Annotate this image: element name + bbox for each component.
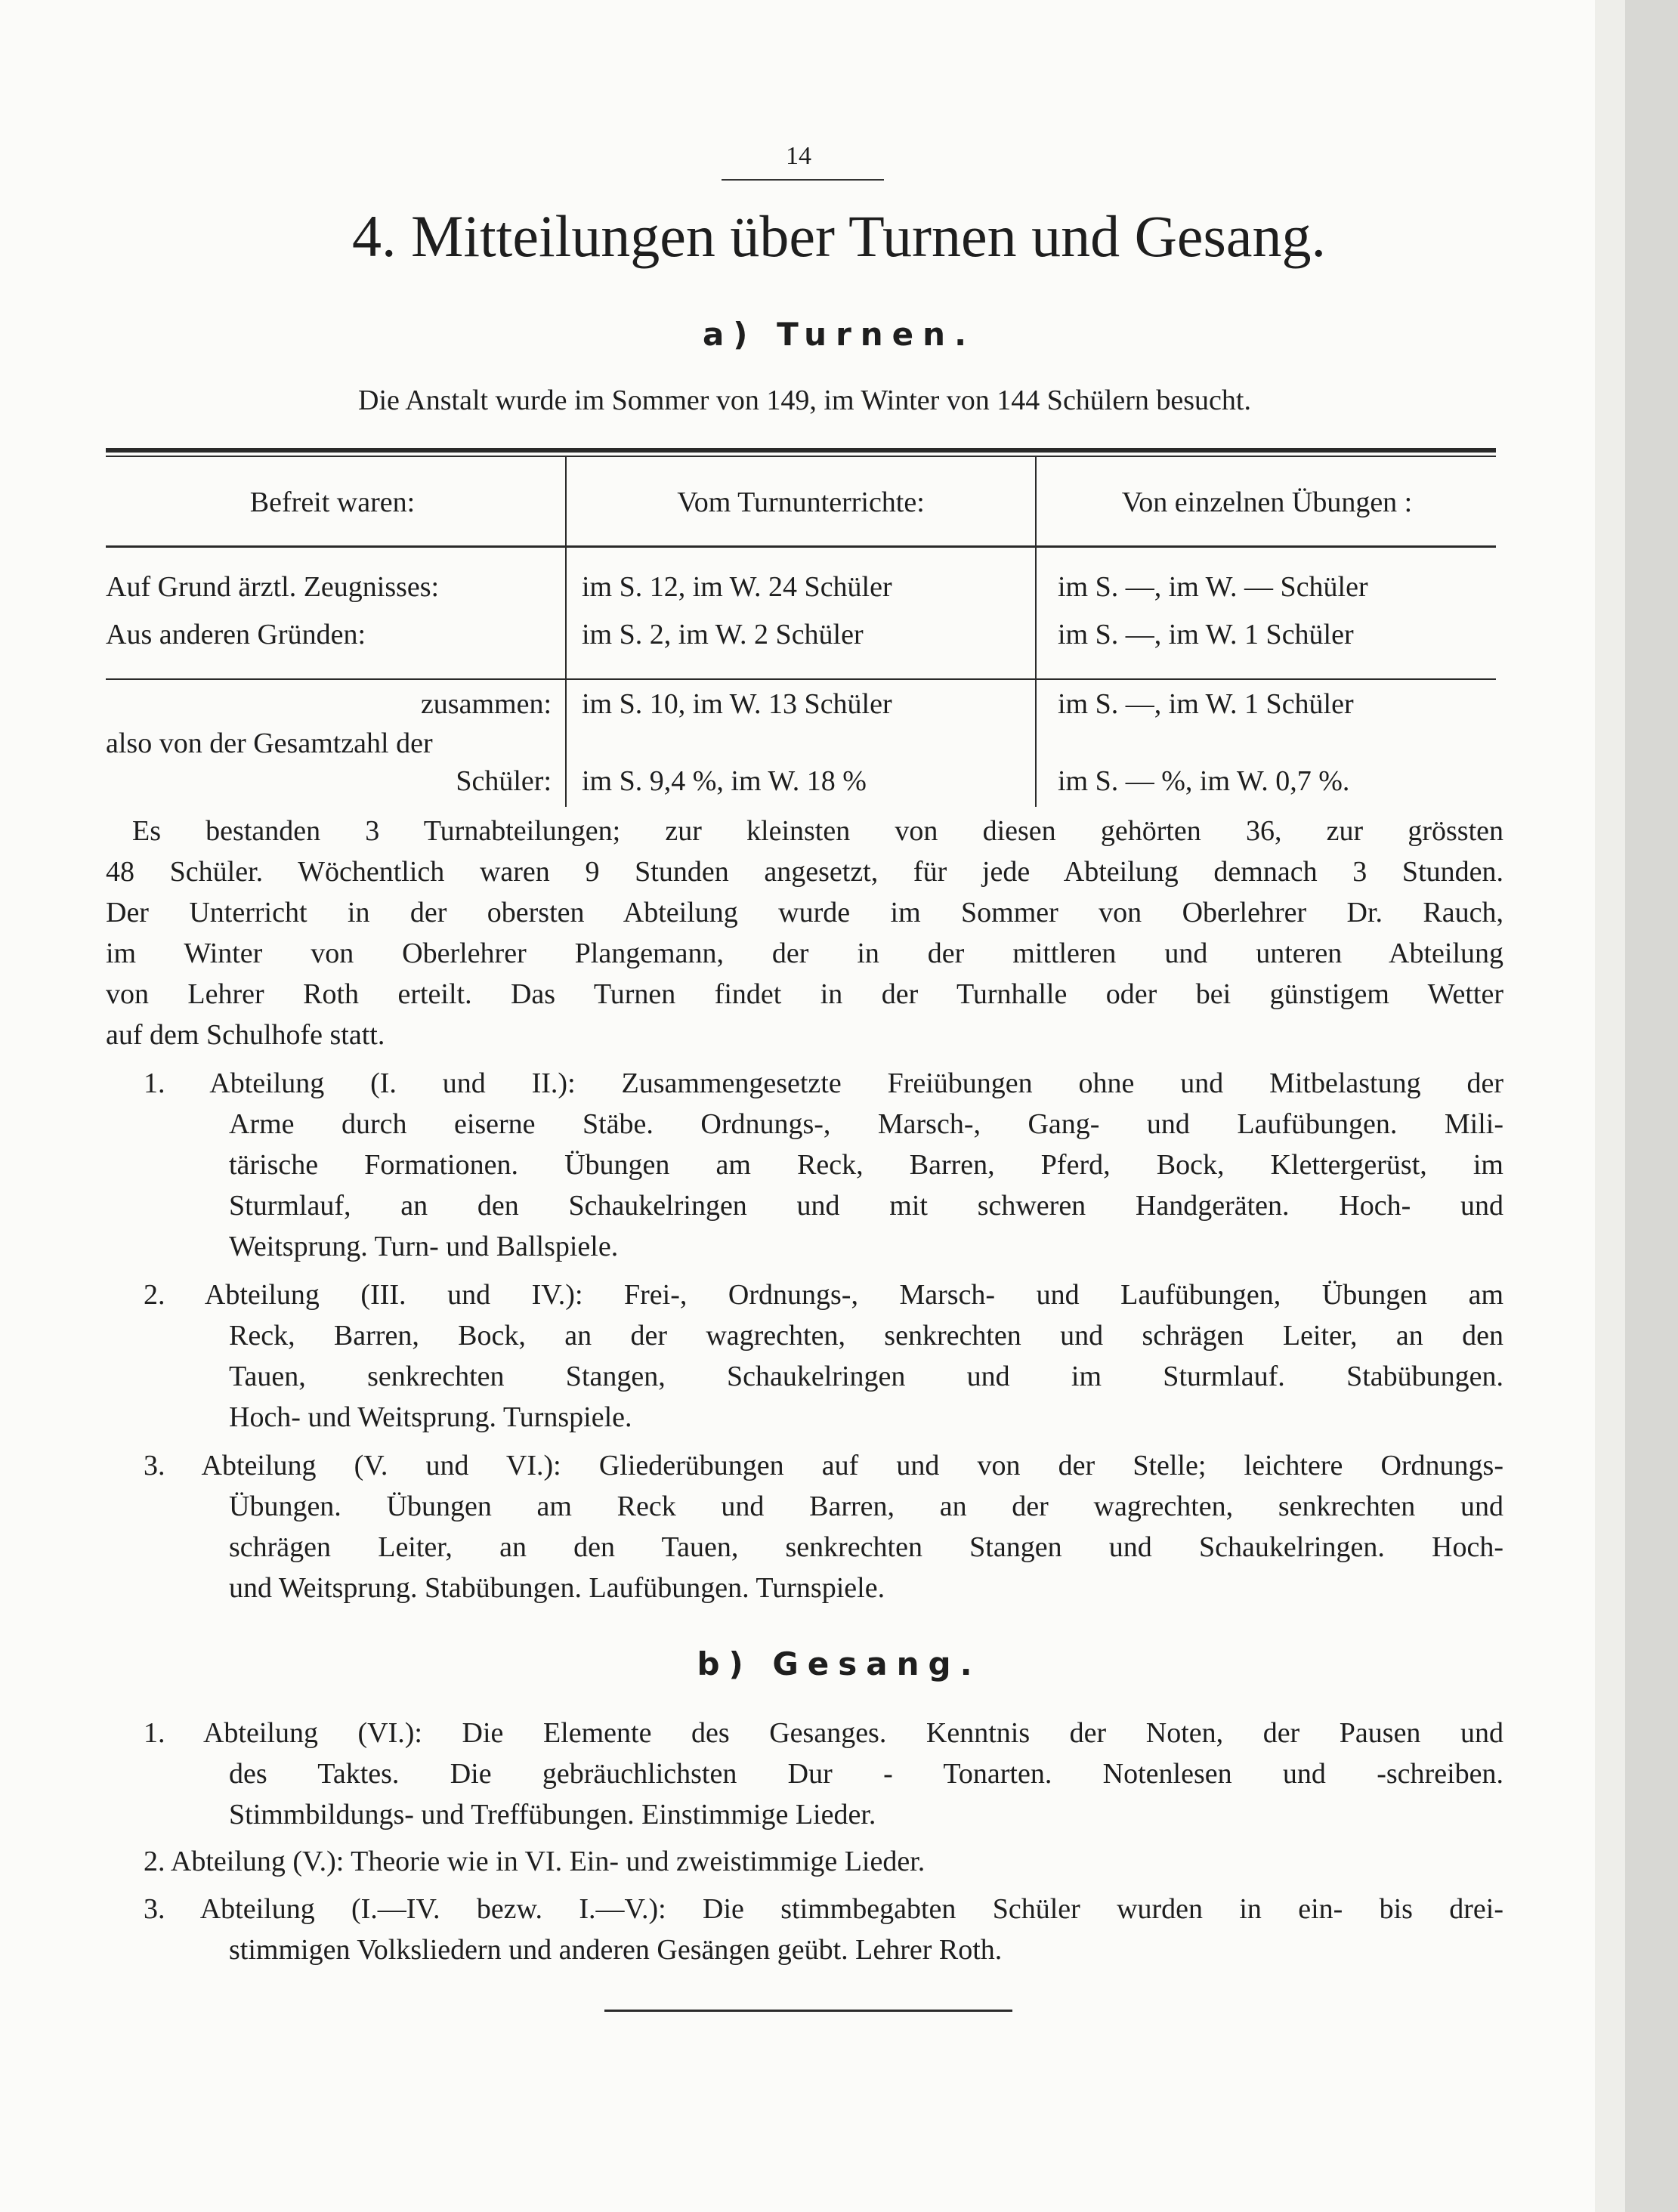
abteilung-line: Hoch- und Weitsprung. Turnspiele. bbox=[229, 1401, 632, 1433]
abteilung-line: Reck, Barren, Bock, an der wagrechten, senkrechten und schrägen Leiter, an den bbox=[229, 1320, 1503, 1352]
paragraph-line: Der Unterricht in der obersten Abteilung wurde im Sommer von Oberlehrer Dr. Rauch, bbox=[106, 897, 1503, 928]
abteilung-line: Weitsprung. Turn- und Ballspiele. bbox=[229, 1231, 619, 1262]
table-row-label: Schüler: bbox=[456, 765, 552, 797]
abteilung-line: tärische Formationen. Übungen am Reck, Barren, Pferd, Bock, Klettergerüst, im bbox=[229, 1149, 1503, 1181]
abteilung-line: 1. Abteilung (VI.): Die Elemente des Gesanges. Kenntnis der Noten, der Pausen und bbox=[144, 1717, 1503, 1749]
table-cell: im S. —, im W. 1 Schüler bbox=[1058, 688, 1354, 720]
table-cell: im S. 12, im W. 24 Schüler bbox=[582, 571, 892, 603]
table-header: Von einzelnen Übungen : bbox=[1121, 487, 1413, 518]
paragraph-line: von Lehrer Roth erteilt. Das Turnen findet in der Turnhalle oder bei günstigem Wetter bbox=[106, 978, 1503, 1010]
table-column-divider bbox=[565, 457, 567, 807]
table-cell: im S. —, im W. — Schüler bbox=[1058, 571, 1368, 603]
table-row-label: zusammen: bbox=[420, 688, 552, 720]
abteilung-line: 2. Abteilung (III. und IV.): Frei-, Ordnungs-, Marsch- und Laufübungen, Übungen am bbox=[144, 1279, 1503, 1311]
table-cell: im S. — %, im W. 0,7 %. bbox=[1058, 765, 1350, 797]
table-cell: im S. 2, im W. 2 Schüler bbox=[582, 619, 864, 650]
table-row-label: Auf Grund ärztl. Zeugnisses: bbox=[106, 571, 440, 603]
paragraph-line: Es bestanden 3 Turnabteilungen; zur kleinsten von diesen gehörten 36, zur grössten bbox=[132, 815, 1503, 847]
abteilung-line: 2. Abteilung (V.): Theorie wie in VI. Ein- und zweistimmige Lieder. bbox=[144, 1846, 926, 1877]
page-number-rule bbox=[722, 179, 884, 181]
table-header: Befreit waren: bbox=[249, 487, 416, 518]
abteilung-line: 1. Abteilung (I. und II.): Zusammengesetzte Freiübungen ohne und Mitbelastung der bbox=[144, 1067, 1503, 1099]
abteilung-line: und Weitsprung. Stabübungen. Laufübungen. Turnspiele. bbox=[229, 1572, 885, 1604]
paragraph-line: 48 Schüler. Wöchentlich waren 9 Stunden angesetzt, für jede Abteilung demnach 3 Stunden. bbox=[106, 856, 1503, 888]
section-heading-turnen: a) Turnen. bbox=[702, 316, 976, 353]
table-top-rule bbox=[106, 448, 1496, 453]
abteilung-line: stimmigen Volksliedern und anderen Gesängen geübt. Lehrer Roth. bbox=[229, 1934, 1003, 1966]
table-cell: im S. 10, im W. 13 Schüler bbox=[582, 688, 892, 720]
table-row-label: also von der Gesamtzahl der bbox=[106, 728, 433, 759]
abteilung-line: Arme durch eiserne Stäbe. Ordnungs-, Marsch-, Gang- und Laufübungen. Mili- bbox=[229, 1108, 1503, 1140]
closing-rule bbox=[604, 2010, 1012, 2012]
page-title: 4. Mitteilungen über Turnen und Gesang. bbox=[351, 203, 1327, 269]
abteilung-line: schrägen Leiter, an den Tauen, senkrechten Stangen und Schaukelringen. Hoch- bbox=[229, 1531, 1503, 1563]
abteilung-line: Stimmbildungs- und Treffübungen. Einstimmige Lieder. bbox=[229, 1799, 876, 1830]
abteilung-line: Übungen. Übungen am Reck und Barren, an der wagrechten, senkrechten und bbox=[229, 1491, 1503, 1522]
abteilung-line: Tauen, senkrechten Stangen, Schaukelringen und im Sturmlauf. Stabübungen. bbox=[229, 1361, 1503, 1392]
abteilung-line: 3. Abteilung (I.—IV. bezw. I.—V.): Die stimmbegabten Schüler wurden in ein- bis drei- bbox=[144, 1893, 1503, 1925]
paragraph-line: im Winter von Oberlehrer Plangemann, der in der mittleren und unteren Abteilung bbox=[106, 938, 1503, 969]
table-header: Vom Turnunterrichte: bbox=[677, 487, 925, 518]
table-sum-rule bbox=[106, 678, 1496, 680]
turnen-intro: Die Anstalt wurde im Sommer von 149, im Winter von 144 Schülern besucht. bbox=[358, 385, 1251, 416]
abteilung-line: Sturmlauf, an den Schaukelringen und mit schweren Handgeräten. Hoch- und bbox=[229, 1190, 1503, 1222]
abteilung-line: 3. Abteilung (V. und VI.): Gliederübungen auf und von der Stelle; leichtere Ordnungs- bbox=[144, 1450, 1503, 1481]
table-row-label: Aus anderen Gründen: bbox=[106, 619, 366, 650]
page-number: 14 bbox=[786, 142, 811, 170]
table-cell: im S. 9,4 %, im W. 18 % bbox=[582, 765, 867, 797]
paragraph-line: auf dem Schulhofe statt. bbox=[106, 1019, 385, 1051]
abteilung-line: des Taktes. Die gebräuchlichsten Dur - Tonarten. Notenlesen und -schreiben. bbox=[229, 1758, 1503, 1790]
table-header-rule bbox=[106, 545, 1496, 548]
section-heading-gesang: b) Gesang. bbox=[697, 1645, 981, 1682]
table-column-divider bbox=[1035, 457, 1037, 807]
table-top-rule-thin bbox=[106, 456, 1496, 457]
table-cell: im S. —, im W. 1 Schüler bbox=[1058, 619, 1354, 650]
